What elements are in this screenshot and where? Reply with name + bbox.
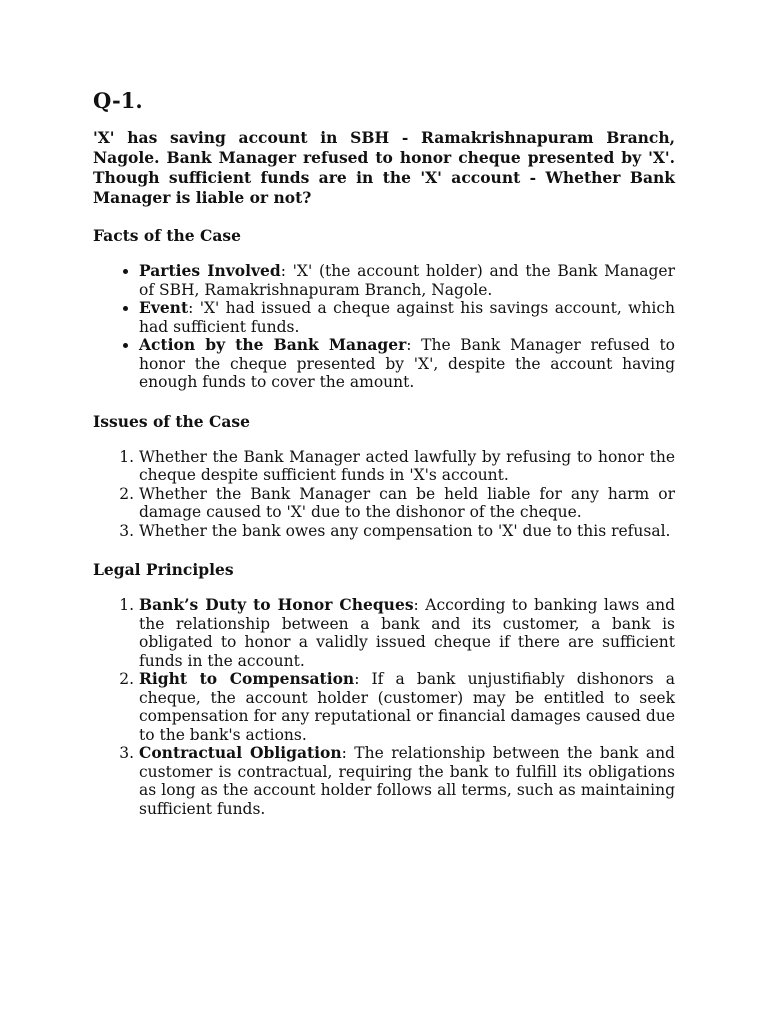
issues-heading: Issues of the Case [93,411,251,431]
principles-heading: Legal Principles [93,560,234,579]
fact-text: : 'X' (the account holder) and the Bank Manager of SBH, Ramakrishnapuram Branch, Nagole. [139,262,675,299]
fact-term: Action by the Bank Manager [139,335,407,354]
fact-item [139,262,675,299]
facts-heading: Facts of the Case [93,226,241,245]
fact-term: Event [139,298,189,317]
fact-item [139,336,675,392]
document-page [93,88,675,838]
principle-text: : According to banking laws and the relationship between a bank and its customer, a bank is obligated to honor a validly issued cheque if there are sufficient funds in the account. [139,596,675,670]
issues-list [93,448,675,541]
fact-text: : 'X' had issued a cheque against his savings account, which had sufficient funds. [139,299,675,336]
facts-list [93,262,675,392]
fact-item [139,299,675,336]
question-text: 'X' has saving account in SBH - Ramakrishnapuram Branch, Nagole. Bank Manager refused to honor cheque presented by 'X'. Though sufficient funds are in the 'X' account - Whether Bank Manager is liable or not? [93,128,675,207]
principles-list [93,596,675,818]
principle-text: : The relationship between the bank and customer is contractual, requiring the bank to fulfill its obligations as long as the account holder follows all terms, such as maintaining sufficient funds. [139,744,675,818]
issue-item: 1. Whether the Bank Manager acted lawfully by refusing to honor the cheque despite sufficient funds in 'X's account. [139,448,675,485]
issue-item: 3. Whether the bank owes any compensation to 'X' due to this refusal. [139,522,675,541]
principle-term: Bank’s Duty to Honor Cheques [139,595,414,614]
issue-item: 2. Whether the Bank Manager can be held liable for any harm or damage caused to 'X' due to the dishonor of the cheque. [139,485,675,522]
principle-term: Contractual Obligation [139,743,342,762]
principle-item [139,670,675,744]
principle-text: : If a bank unjustifiably dishonors a cheque, the account holder (customer) may be entitled to seek compensation for any reputational or financial damages caused due to the bank's actions. [139,670,675,744]
fact-term: Parties Involved [139,261,281,280]
principle-item [139,596,675,670]
principle-item [139,744,675,818]
principle-term: Right to Compensation [139,669,355,688]
fact-text: : The Bank Manager refused to honor the cheque presented by 'X', despite the account having enough funds to cover the amount. [139,336,676,391]
question-number: Q-1. [93,88,143,113]
